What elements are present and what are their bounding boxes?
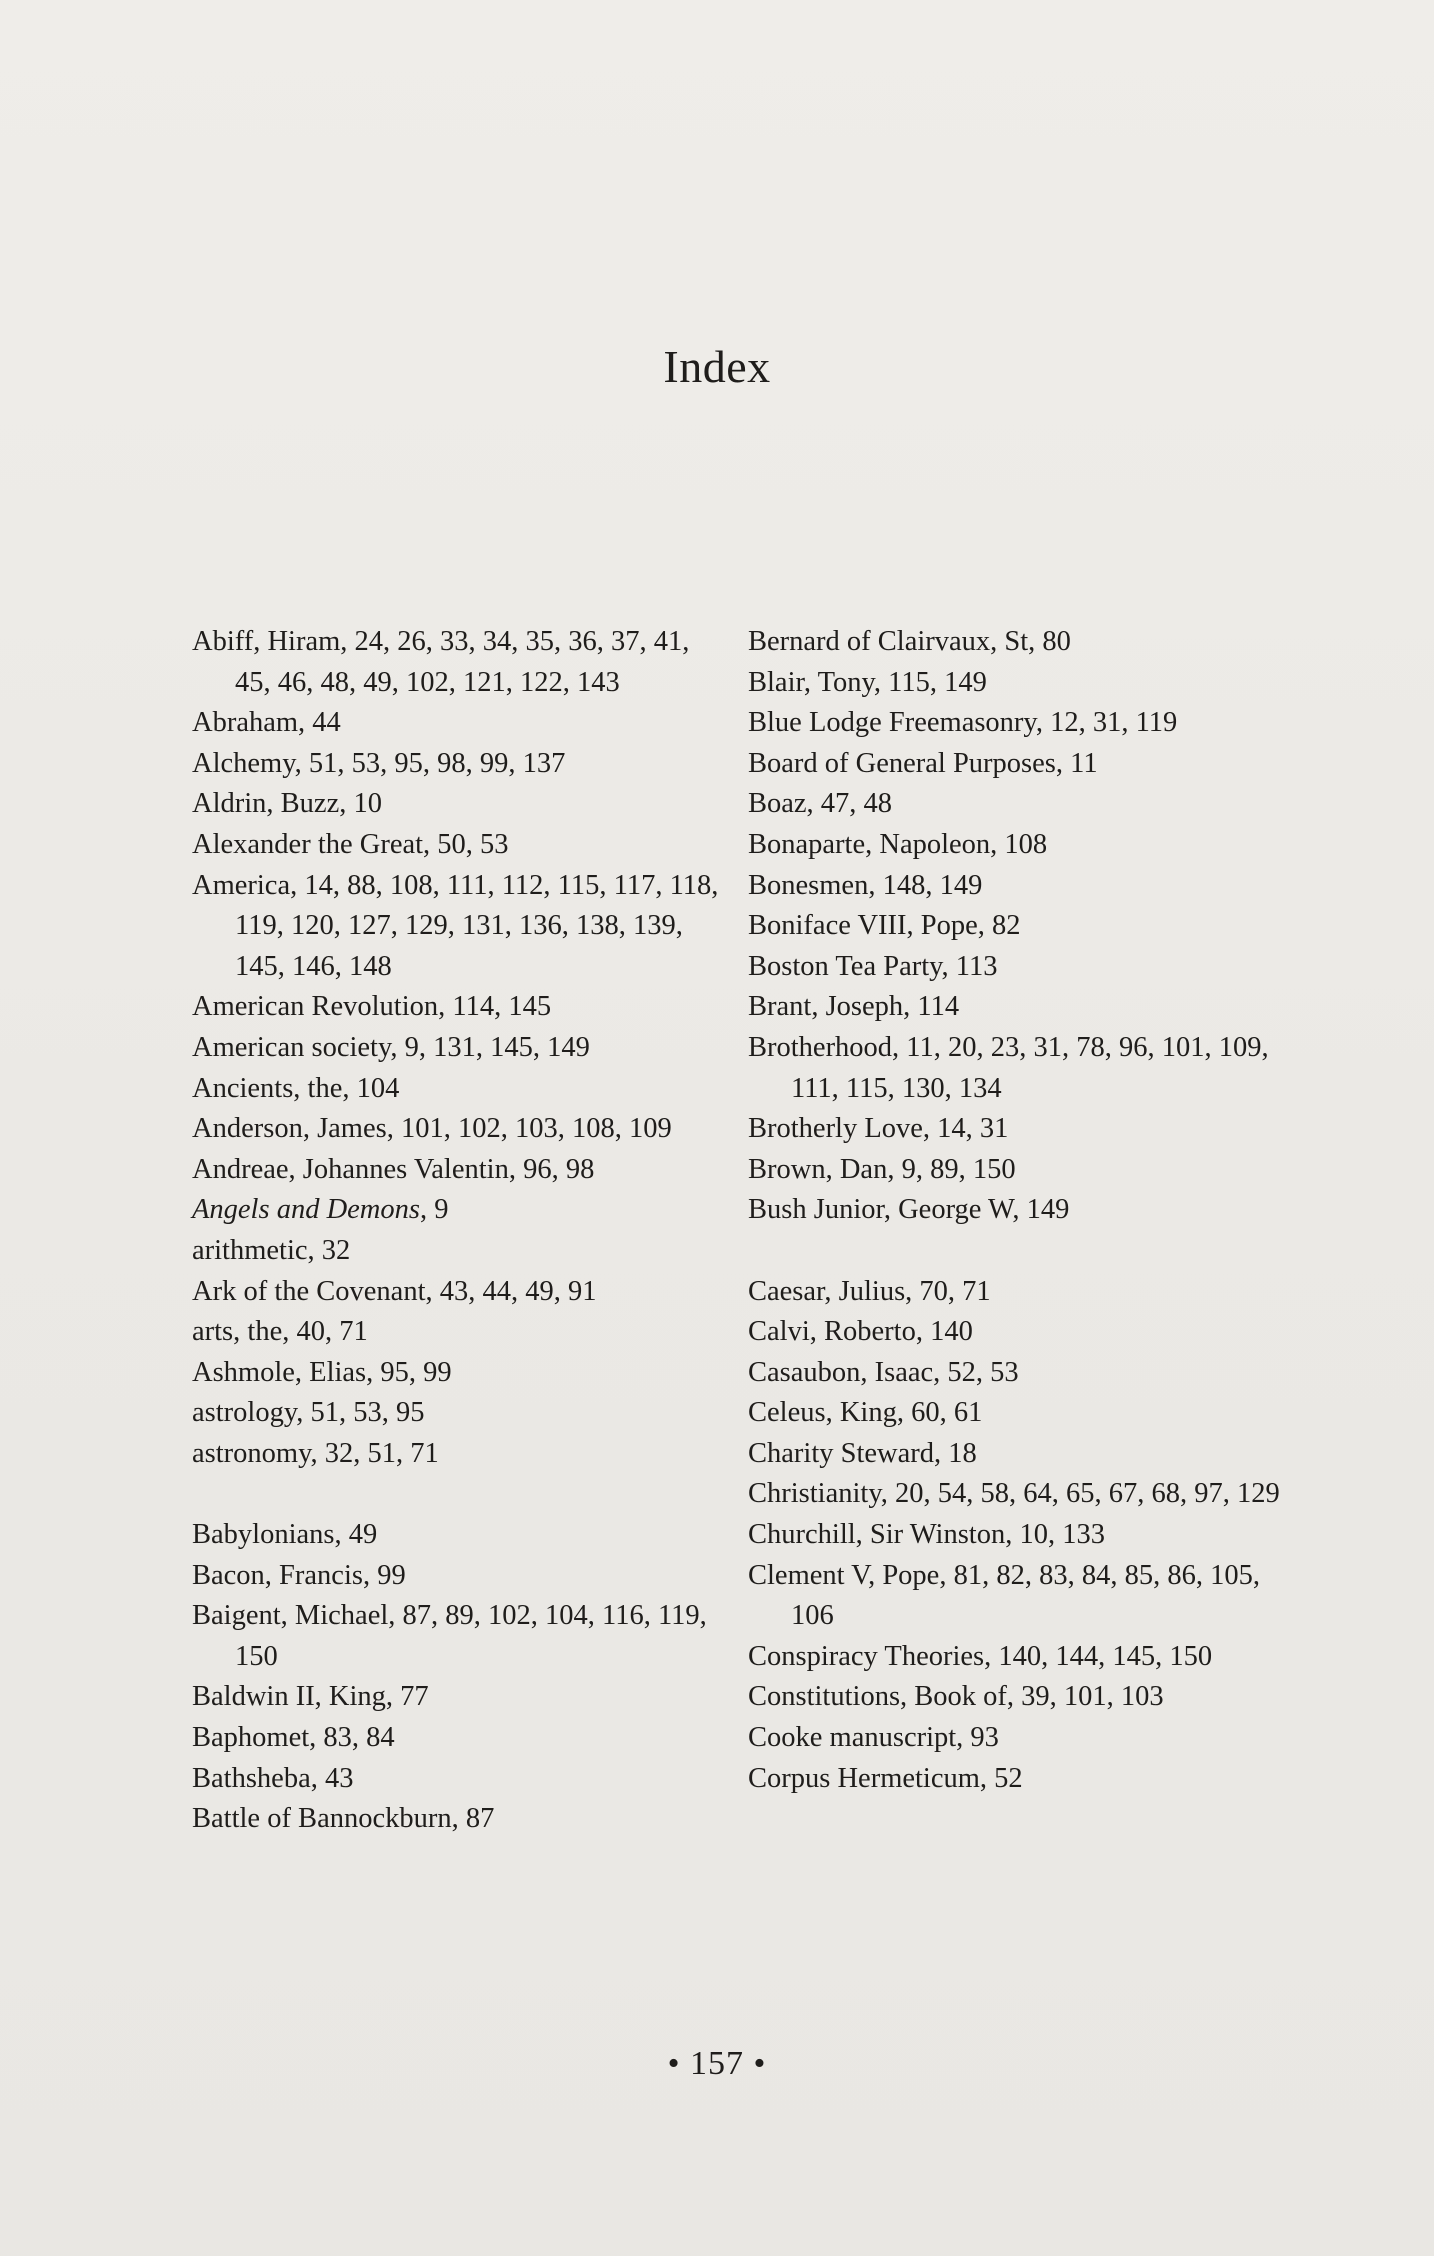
page-footer xyxy=(0,2045,1434,2083)
index-entry: Boaz, 47, 48 xyxy=(748,788,893,820)
index-entry: Baigent, Michael, 87, 89, 102, 104, 116, 119, 150 xyxy=(192,1600,707,1672)
index-entry: astronomy, 32, 51, 71 xyxy=(192,1437,439,1469)
index-entry: Ark of the Covenant, 43, 44, 49, 91 xyxy=(192,1275,597,1307)
index-entry: arithmetic, 32 xyxy=(192,1234,351,1266)
index-entry: Ancients, the, 104 xyxy=(192,1072,400,1104)
index-entry: Caesar, Julius, 70, 71 xyxy=(748,1275,991,1307)
index-entry: Board of General Purposes, 11 xyxy=(748,747,1098,779)
index-entry: Alchemy, 51, 53, 95, 98, 99, 137 xyxy=(192,747,566,779)
index-entry: Bathsheba, 43 xyxy=(192,1762,354,1794)
index-entry: Conspiracy Theories, 140, 144, 145, 150 xyxy=(748,1640,1213,1672)
index-entry: Boston Tea Party, 113 xyxy=(748,950,998,982)
index-entry: Battle of Bannockburn, 87 xyxy=(192,1803,495,1835)
index-entry: Corpus Hermeticum, 52 xyxy=(748,1762,1023,1794)
index-entry: Constitutions, Book of, 39, 101, 103 xyxy=(748,1681,1164,1713)
index-entry: America, 14, 88, 108, 111, 112, 115, 117, 118, 119, 120, 127, 129, 131, 136, 138, 139, 145, 146, 148 xyxy=(192,869,719,982)
index-entry: Charity Steward, 18 xyxy=(748,1437,977,1469)
index-entry: Blair, Tony, 115, 149 xyxy=(748,666,987,698)
index-entry: Boniface VIII, Pope, 82 xyxy=(748,910,1021,942)
index-entry: Brant, Joseph, 114 xyxy=(748,991,960,1023)
index-entry: Bush Junior, George W, 149 xyxy=(748,1194,1070,1226)
bullet-right: • xyxy=(753,2045,767,2082)
index-entry: Christianity, 20, 54, 58, 64, 65, 67, 68, 97, 129 xyxy=(748,1478,1280,1510)
index-entry: arts, the, 40, 71 xyxy=(192,1316,368,1348)
index-entry: Babylonians, 49 xyxy=(192,1519,378,1551)
index-entry: Baphomet, 83, 84 xyxy=(192,1722,395,1754)
index-entry: Bernard of Clairvaux, St, 80 xyxy=(748,626,1071,657)
section-gap xyxy=(748,1231,1288,1272)
index-entry: Brotherly Love, 14, 31 xyxy=(748,1113,1009,1145)
index-entry: Alexander the Great, 50, 53 xyxy=(192,828,509,860)
index-entry: Bacon, Francis, 99 xyxy=(192,1559,406,1591)
index-entry: Cooke manuscript, 93 xyxy=(748,1722,999,1754)
section-gap xyxy=(192,1474,732,1515)
index-entry: Angels and Demons, 9 xyxy=(192,1194,449,1226)
index-entry: Bonaparte, Napoleon, 108 xyxy=(748,828,1048,860)
index-column-right xyxy=(748,622,1288,1799)
index-entry: American Revolution, 114, 145 xyxy=(192,991,552,1023)
index-column-left xyxy=(192,622,732,1840)
page-title: Index xyxy=(663,341,771,392)
index-entry: astrology, 51, 53, 95 xyxy=(192,1397,425,1429)
index-entry: Baldwin II, King, 77 xyxy=(192,1681,429,1713)
index-entry: Abraham, 44 xyxy=(192,707,341,739)
index-entry: Bonesmen, 148, 149 xyxy=(748,869,983,901)
index-entry: Calvi, Roberto, 140 xyxy=(748,1316,973,1348)
index-entry: Churchill, Sir Winston, 10, 133 xyxy=(748,1519,1105,1551)
index-entry: Anderson, James, 101, 102, 103, 108, 109 xyxy=(192,1113,672,1145)
index-entry: Brown, Dan, 9, 89, 150 xyxy=(748,1153,1016,1185)
index-entry: Abiff, Hiram, 24, 26, 33, 34, 35, 36, 37, 41, 45, 46, 48, 49, 102, 121, 122, 143 xyxy=(192,626,690,698)
index-entry: Andreae, Johannes Valentin, 96, 98 xyxy=(192,1153,595,1185)
index-entry: Celeus, King, 60, 61 xyxy=(748,1397,983,1429)
index-entry: Blue Lodge Freemasonry, 12, 31, 119 xyxy=(748,707,1178,739)
index-entry: Casaubon, Isaac, 52, 53 xyxy=(748,1356,1019,1388)
index-entry: Clement V, Pope, 81, 82, 83, 84, 85, 86, 105, 106 xyxy=(748,1559,1260,1632)
index-entry: Brotherhood, 11, 20, 23, 31, 78, 96, 101, 109, 111, 115, 130, 134 xyxy=(748,1031,1269,1104)
page-number: 157 xyxy=(690,2045,744,2082)
index-entry: American society, 9, 131, 145, 149 xyxy=(192,1031,590,1063)
index-entry: Aldrin, Buzz, 10 xyxy=(192,788,382,820)
index-entry: Ashmole, Elias, 95, 99 xyxy=(192,1356,452,1388)
bullet-left: • xyxy=(667,2045,681,2082)
